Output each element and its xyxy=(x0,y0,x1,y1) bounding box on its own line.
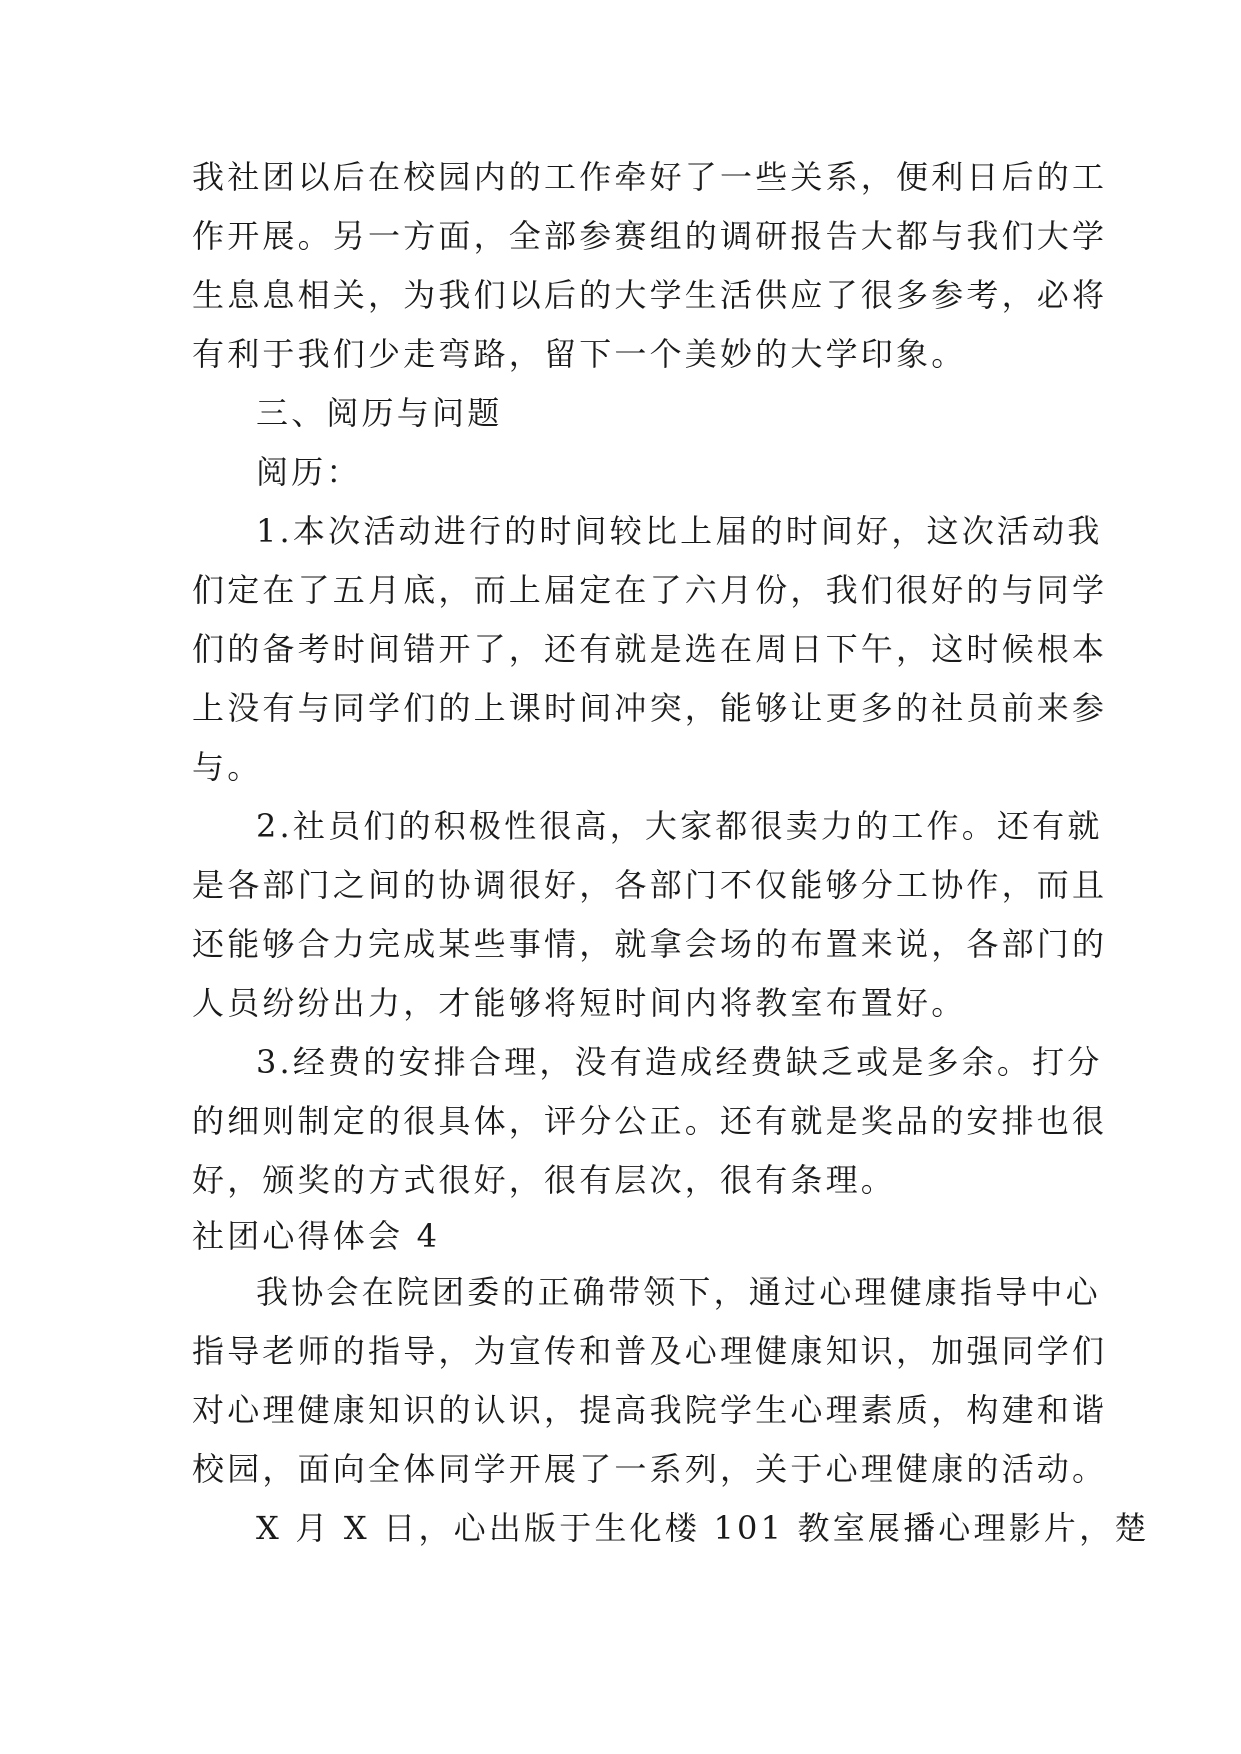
section-heading: 三、阅历与问题 xyxy=(256,394,503,432)
paragraph-line: X 月 X 日，心出版于生化楼 101 教室展播心理影片，楚 xyxy=(256,1509,1150,1547)
paragraph-line: 作开展。另一方面，全部参赛组的调研报告大都与我们大学 xyxy=(192,217,1108,255)
list-item: 3.经费的安排合理，没有造成经费缺乏或是多余。打分 xyxy=(256,1043,1103,1081)
paragraph-line: 人员纷纷出力，才能够将短时间内将教室布置好。 xyxy=(192,984,967,1022)
paragraph-line: 校园，面向全体同学开展了一系列，关于心理健康的活动。 xyxy=(192,1450,1108,1488)
paragraph-line: 指导老师的指导，为宣传和普及心理健康知识，加强同学们 xyxy=(192,1332,1108,1370)
paragraph-line: 还能够合力完成某些事情，就拿会场的布置来说，各部门的 xyxy=(192,925,1108,963)
paragraph-line: 们的备考时间错开了，还有就是选在周日下午，这时候根本 xyxy=(192,630,1108,668)
paragraph-line: 的细则制定的很具体，评分公正。还有就是奖品的安排也很 xyxy=(192,1102,1108,1140)
paragraph-line: 上没有与同学们的上课时间冲突，能够让更多的社员前来参 xyxy=(192,689,1108,727)
paragraph-line: 有利于我们少走弯路，留下一个美妙的大学印象。 xyxy=(192,335,967,373)
paragraph-line: 生息息相关，为我们以后的大学生活供应了很多参考，必将 xyxy=(192,276,1108,314)
list-item: 1.本次活动进行的时间较比上届的时间好，这次活动我 xyxy=(256,512,1103,550)
document-title: 社团心得体会 4 xyxy=(192,1217,441,1255)
paragraph-line: 对心理健康知识的认识，提高我院学生心理素质，构建和谐 xyxy=(192,1391,1108,1429)
paragraph-line: 我社团以后在校园内的工作牵好了一些关系，便利日后的工 xyxy=(192,158,1108,196)
paragraph-line: 与。 xyxy=(192,748,263,786)
list-item: 2.社员们的积极性很高，大家都很卖力的工作。还有就 xyxy=(256,807,1103,845)
subheading: 阅历： xyxy=(256,453,362,491)
paragraph-line: 们定在了五月底，而上届定在了六月份，我们很好的与同学 xyxy=(192,571,1108,609)
paragraph-line: 是各部门之间的协调很好，各部门不仅能够分工协作，而且 xyxy=(192,866,1108,904)
paragraph-line: 我协会在院团委的正确带领下，通过心理健康指导中心 xyxy=(256,1273,1101,1311)
paragraph-line: 好，颁奖的方式很好，很有层次，很有条理。 xyxy=(192,1161,897,1199)
